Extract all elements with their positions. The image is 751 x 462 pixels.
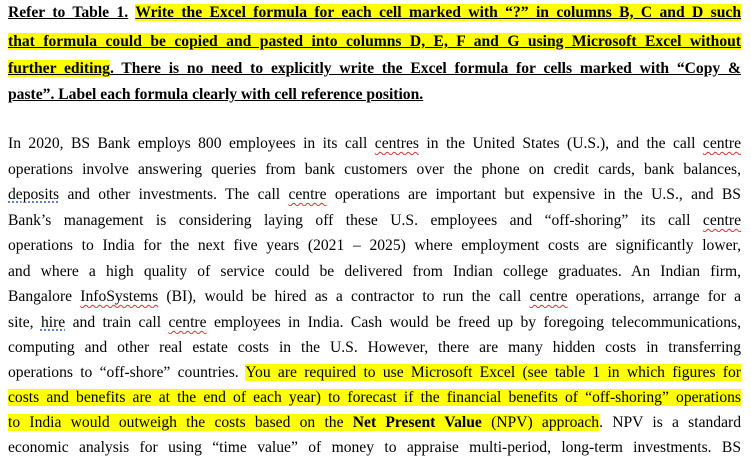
body-text: computing and other real estate costs in the U.S. However, there are many hidden costs in transferring bbox=[8, 339, 741, 356]
grammar-flag: hire bbox=[40, 314, 66, 331]
spelling-flag: centre bbox=[288, 186, 327, 203]
body-text: operations, arrange for a bbox=[567, 288, 741, 305]
body-text: Bank’s management is considering laying off these U.S. employees and “off-shoring” its call bbox=[8, 212, 703, 229]
grammar-flag: deposits bbox=[8, 186, 60, 203]
spelling-flag: centre bbox=[529, 288, 568, 305]
instruction-highlight: that formula could be copied and pasted into columns D, E, F and G using Microsoft Excel without bbox=[8, 33, 741, 50]
body-text: employees in India. Cash would be freed up by foregoing telecommunications, bbox=[206, 314, 741, 331]
body-line-7 bbox=[8, 286, 741, 308]
instruction-line-3 bbox=[8, 58, 741, 80]
instruction-line-4 bbox=[8, 84, 741, 106]
instruction-highlight: further editing bbox=[8, 60, 110, 77]
body-line-1 bbox=[8, 133, 741, 155]
body-text: operations are important but expensive in the U.S., and BS bbox=[326, 186, 741, 203]
body-line-13 bbox=[8, 437, 741, 459]
body-text: operations to India for the next five years (2021 – 2025) where employment costs are significantly lower, bbox=[8, 237, 741, 254]
body-text: operations to “off-shore” countries. bbox=[8, 364, 246, 381]
instruction-line-2 bbox=[8, 31, 741, 53]
npv-term: Net Present Value bbox=[352, 414, 482, 431]
instruction-text: . There is no need to explicitly write the Excel formula for cells marked with “Copy & bbox=[109, 60, 741, 77]
body-line-11 bbox=[8, 387, 741, 409]
body-text: and other investments. The call bbox=[59, 186, 289, 203]
instruction-line-1 bbox=[8, 2, 741, 24]
body-line-12 bbox=[8, 412, 741, 434]
instruction-highlight: Write the Excel formula for each cell marked with “?” in columns B, C and D such bbox=[135, 4, 741, 21]
body-line-8 bbox=[8, 312, 741, 334]
task-highlight: to India would outweigh the costs based on the bbox=[8, 414, 353, 431]
body-text: . NPV is a standard bbox=[599, 414, 741, 431]
refer-to-table: Refer to Table 1. bbox=[8, 4, 129, 21]
body-text: economic analysis for using “time value” of money to appraise multi-period, long-term investments. BS bbox=[8, 439, 741, 456]
task-highlight: costs and benefits are at the end of each year) to forecast if the financial benefits of “off-shoring” operations bbox=[8, 389, 741, 406]
body-text: in the United States (U.S.), and the call bbox=[418, 135, 703, 152]
body-text: and train call bbox=[65, 314, 169, 331]
spelling-flag: centre bbox=[168, 314, 207, 331]
body-text: (BI), would be hired as a contractor to run the call bbox=[158, 288, 530, 305]
body-text: Bangalore bbox=[8, 288, 81, 305]
task-highlight: (NPV) approach bbox=[481, 414, 600, 431]
instruction-text: paste”. Label each formula clearly with cell reference position. bbox=[8, 86, 424, 103]
body-line-6 bbox=[8, 261, 741, 283]
spelling-flag: centres bbox=[374, 135, 419, 152]
body-text: and where a high quality of service could be delivered from Indian college graduates. An Indian firm, bbox=[8, 263, 741, 280]
body-line-5 bbox=[8, 235, 741, 257]
body-line-4 bbox=[8, 210, 741, 232]
body-line-9 bbox=[8, 337, 741, 359]
body-line-3 bbox=[8, 184, 741, 206]
body-text: operations involve answering queries from bank customers over the phone on credit cards, bank balances, bbox=[8, 161, 741, 178]
body-line-10 bbox=[8, 362, 741, 384]
spelling-flag: centre bbox=[702, 135, 741, 152]
spelling-flag: InfoSystems bbox=[80, 288, 159, 305]
body-text: In 2020, BS Bank employs 800 employees in its call bbox=[8, 135, 375, 152]
body-line-2 bbox=[8, 159, 741, 181]
spelling-flag: centre bbox=[702, 212, 741, 229]
body-text: site, bbox=[8, 314, 41, 331]
task-highlight: You are required to use Microsoft Excel (see table 1 in which figures for bbox=[245, 364, 741, 381]
